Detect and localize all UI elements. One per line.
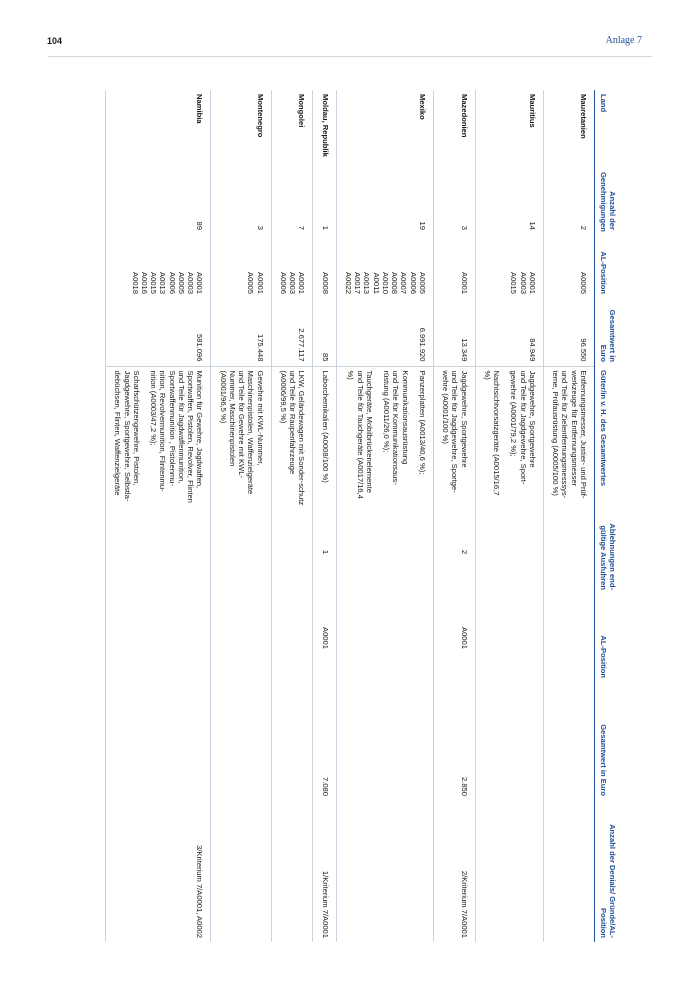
cell-gesamtwert-2 [336,682,433,800]
rotated-table-container [90,90,655,942]
col-al-position-2: AL-Position [595,594,656,682]
cell-al-position-2 [211,594,271,682]
al-code: A0001 [195,272,205,294]
cell-gesamtwert-2 [475,682,543,800]
cell-gueter [211,366,271,510]
table-row [434,90,476,942]
al-code: A0005 [418,272,427,294]
cell-al-position-2 [271,594,313,682]
cell-ablehnungen: 2 [434,510,476,594]
gueter-text: und Teile für Tauchgeräte (A0017/16,4 %) [346,370,365,499]
al-code: A0013 [158,272,168,294]
cell-land: Moldau, Republik [313,90,336,168]
cell-gesamtwert: 175.448 [211,298,271,366]
cell-gesamtwert: 581.096 [106,298,211,366]
col-denials: Anzahl der Denials/ Gründe/AL-Position [595,800,656,942]
col-anzahl: Anzahl der Genehmigungen [595,168,656,234]
cell-gueter [336,366,433,510]
cell-anzahl: 3 [211,168,271,234]
cell-al-position-2: A0001 [313,594,336,682]
cell-al-position [475,234,543,298]
table-body [106,90,595,942]
cell-gesamtwert-2 [106,682,211,800]
page-number: 104 [47,36,63,46]
cell-ablehnungen [211,510,271,594]
cell-anzahl: 19 [336,168,433,234]
cell-al-position-2 [544,594,595,682]
cell-denials [544,800,595,942]
al-code: A0011 [371,272,381,294]
gueter-text: Gewehre mit KWL-Nummer, Maschinenpistolen, Waffenzielgeräte [246,370,265,495]
gueter-text: Nachtsichtvorsatzgeräte (A0015/16,7 %) [483,370,502,496]
al-code: A0006 [167,272,177,294]
cell-gesamtwert: 6.991.920 [336,298,433,366]
cell-al-position [336,234,433,298]
al-code: A0013 [362,272,372,294]
gueter-text: und Teile für Kommunikationsaus-rüstung (A0011/26,0 %); [382,370,401,485]
al-code: A0001 [528,272,537,294]
table-row [106,90,211,942]
cell-denials [336,800,433,942]
col-gueter: Güter/in v. H. des Gesamtwertes [595,366,656,510]
cell-ablehnungen [475,510,543,594]
al-code: A0015 [149,272,159,294]
cell-gesamtwert-2 [271,682,313,800]
cell-ablehnungen: 1 [313,510,336,594]
al-code: A0010 [381,272,390,294]
al-code: A0005 [177,272,186,294]
export-licence-table [105,90,655,942]
gueter-text: LKW, Geländewagen mit Sonder-schutz [297,370,307,506]
al-code: A0007 [399,272,409,294]
cell-al-position [544,234,595,298]
gueter-text: und Teile für Raupenfahrzeuge (A0006/99,5 %) [279,370,298,475]
cell-land: Namibia [106,90,211,168]
cell-al-position-2 [106,594,211,682]
gueter-text: Jagdgewehre, Sportgewehre [459,370,469,468]
table-row [544,90,595,942]
cell-ablehnungen [544,510,595,594]
table-header-row [595,90,656,942]
gueter-text: und Teile für Jagdgewehre, Sportge-wehre (A0001/100 %) [441,370,460,493]
col-gesamtwert: Gesamtwert in Euro [595,298,656,366]
al-code: A0001 [459,272,469,294]
cell-al-position [313,234,336,298]
gueter-text: Tauchgeräte, Mobilbrückenelemente [365,370,374,493]
gueter-text: Jagdgewehre, Sportgewehre [528,370,537,468]
gueter-text: Scharfschützengewehre, Pistolen, Jagdgewehre, Sportgewehre, Selbstla-debüchsen, Flinten, Waffenzielgeräte [113,370,141,502]
table-row [211,90,271,942]
al-code: A0022 [344,272,353,294]
cell-land: Mauretanien [544,90,595,168]
gueter-text: Kommunikationsausrüstung [400,370,410,465]
cell-gueter [434,366,476,510]
gueter-text: und Teile für Zielentfernungsmesssys-teme, Prüfausrüstung (A0005/100 %) [551,370,570,499]
annex-label: Anlage 7 [605,35,642,46]
cell-land: Mauritius [475,90,543,168]
cell-al-position-2 [475,594,543,682]
al-code: A0008 [320,272,330,294]
al-code: A0006 [279,272,288,294]
cell-land: Mexiko [336,90,433,168]
cell-ablehnungen [106,510,211,594]
al-code: A0016 [140,272,149,294]
cell-anzahl: 1 [313,168,336,234]
cell-gesamtwert-2: 2.850 [434,682,476,800]
cell-gesamtwert: 96.550 [544,298,595,366]
al-code: A0003 [288,272,298,294]
cell-al-position [106,234,211,298]
al-code: A0001 [297,272,307,294]
cell-al-position [271,234,313,298]
cell-anzahl: 2 [544,168,595,234]
cell-denials: 1/Kriterium 7/A0001 [313,800,336,942]
al-code: A0008 [390,272,400,294]
al-code: A0018 [130,272,140,294]
gueter-text: Entfernungsmesser, Justier- und Prüf-werkzeuge für Entfernungsmesser [569,370,588,499]
col-land: Land [595,90,656,168]
cell-anzahl: 89 [106,168,211,234]
header-rule [48,56,652,57]
cell-denials: 3/Kriterium 7/A0001, A0002 [106,800,211,942]
cell-denials: 2/Kriterium 7/A0001 [434,800,476,942]
table-row [313,90,336,942]
cell-anzahl: 7 [271,168,313,234]
gueter-text: Laborchemikalien (A0008/100 %) [320,370,330,483]
cell-land: Mazedonien [434,90,476,168]
gueter-text: und Teile für Jagdwaffenmunition, Sportwaffenmunition , Pistolenmu-nition, Revolvermunition, Flintenmu-nition (A0003/47,2 %); [149,370,186,492]
cell-denials [211,800,271,942]
cell-gueter [313,366,336,510]
al-code: A0003 [186,272,196,294]
al-code: A0005 [246,272,256,294]
table-row [271,90,313,942]
al-code: A0005 [579,272,588,294]
cell-gesamtwert-2 [544,682,595,800]
cell-denials [271,800,313,942]
table-row [336,90,433,942]
gueter-text: Panzerplatten (A0013/40,6 %); [418,370,427,475]
cell-anzahl: 3 [434,168,476,234]
cell-al-position [211,234,271,298]
paragraph-gap [141,371,149,507]
cell-gueter [106,366,211,510]
gueter-text: und Teile für Jagdgewehre, Sport-gewehre (A0001/79,2 %); [509,370,528,485]
cell-gesamtwert: 84.949 [475,298,543,366]
cell-al-position [434,234,476,298]
cell-gueter [271,366,313,510]
al-code: A0006 [408,272,418,294]
paragraph-gap [374,371,382,507]
al-code: A0003 [518,272,528,294]
cell-land: Montenegro [211,90,271,168]
al-code: A0017 [353,272,363,294]
col-ablehnungen: Ablehnungen end-gültige Ausfuhren [595,510,656,594]
cell-land: Mongolei [271,90,313,168]
cell-gueter [475,366,543,510]
cell-gesamtwert: 13.349 [434,298,476,366]
cell-gueter [544,366,595,510]
paragraph-gap [410,371,418,507]
cell-al-position-2: A0001 [434,594,476,682]
paragraph-gap [501,371,509,507]
cell-gesamtwert-2: 7.080 [313,682,336,800]
gueter-text: und Teile für Gewehre mit KWL-Nummer, Maschinenpistolen (A0001/96,5 %) [218,370,247,478]
cell-ablehnungen [271,510,313,594]
table-row [475,90,543,942]
cell-denials [475,800,543,942]
cell-al-position-2 [336,594,433,682]
al-code: A0001 [255,272,265,294]
cell-ablehnungen [336,510,433,594]
cell-gesamtwert: 2.677.117 [271,298,313,366]
col-al-position: AL-Position [595,234,656,298]
cell-anzahl: 14 [475,168,543,234]
gueter-text: Munition für Gewehre, Jagdwaffen, Sportwaffen, Pistolen, Revolver, Flinten [186,370,205,503]
col-gesamtwert-2: Gesamtwert in Euro [595,682,656,800]
cell-gesamtwert: 85 [313,298,336,366]
cell-gesamtwert-2 [211,682,271,800]
al-code: A0015 [509,272,519,294]
